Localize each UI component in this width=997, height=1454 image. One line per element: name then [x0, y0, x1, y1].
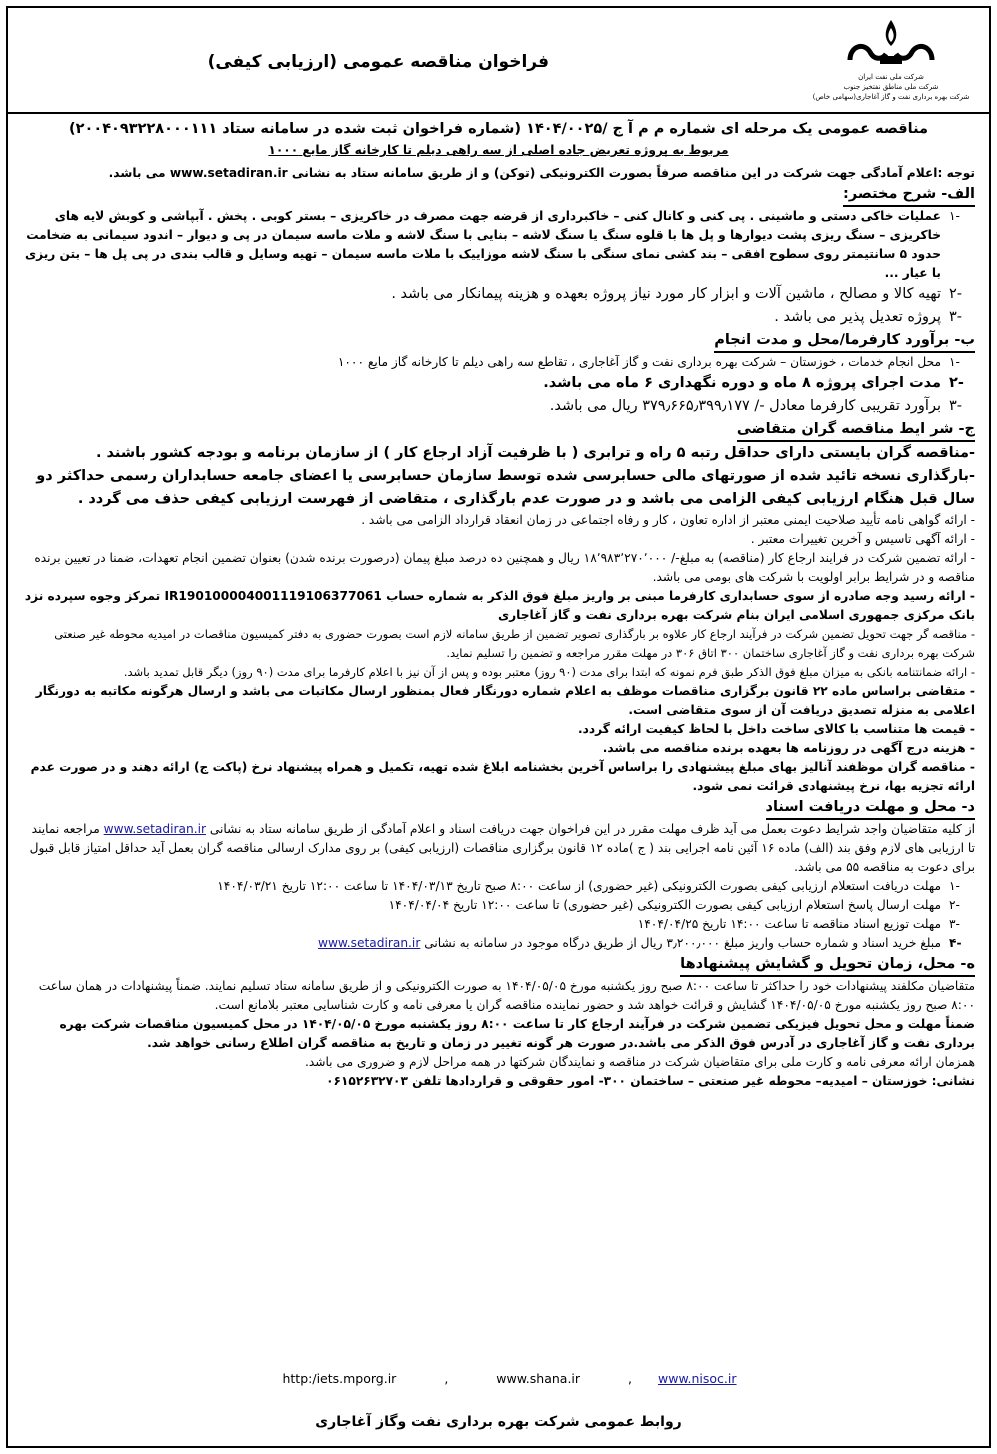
section-d-item-1 — [22, 877, 975, 896]
section-a-heading: الف- شرح مختصر: — [843, 185, 975, 207]
condition-price-analysis: - مناقصه گران موظفند آنالیز بهای مبلغ پیشنهادی را براساس آخرین بخشنامه ابلاغ شده تهیه، تکمیل و همراه پیشنهاد نرخ (پاکت ج) ارائه دهند و در صورت عدم ارائه تجزیه بها، نرخ پیشنهادی قرائت نمی شود. — [30, 760, 975, 793]
attention-line: توجه :اعلام آمادگی جهت شرکت در این مناقصه صرفاً بصورت الکترونیکی (توکن) و از طریق سامانه ستاد به نشانی www.setadiran.ir می باشد. — [108, 166, 975, 180]
item-number: -۱ — [949, 209, 960, 223]
item-text: پروژه تعدیل پذیر می باشد . — [774, 309, 941, 325]
notice-header — [8, 8, 989, 114]
section-b-item-3 — [22, 395, 975, 418]
setadiran-link-2[interactable]: www.setadiran.ir — [317, 936, 421, 950]
item-number: -۳ — [949, 398, 963, 414]
item-text: برآورد تقریبی کارفرما معادل -/ ۳۷۹٫۶۶۵٫۳۹۹٫۱۷۷ ریال می باشد. — [549, 398, 941, 414]
section-d-heading: د- محل و مهلت دریافت اسناد — [766, 798, 975, 820]
tender-number-line: مناقصه عمومی یک مرحله ای شماره م م آ ج /۱۴۰۴/۰۰۲۵ (شماره فراخوان ثبت شده در سامانه ستاد ۲۰۰۴۰۹۳۲۲۸۰۰۰۱۱۱) — [69, 121, 928, 137]
bids-submission: متقاضیان مکلفند پیشنهادات خود را حداکثر تا ساعت ۸:۰۰ صبح روز یکشنبه مورخ ۱۴۰۴/۰۵/۰۵ به صورت الکترونیکی و از طریق سامانه ستاد تسلیم نمایند. ضمناً پیشنهادات در همان ساعت ۸:۰۰ صبح روز یکشنبه مورخ ۱۴۰۴/۰۵/۰۵ گشایش و قرائت خواهد شد و حضور نماینده مناقصه گران یا معرفی نامه و کارت شناسایی معتبر بلامانع است. — [38, 979, 975, 1012]
item-text: محل انجام خدمات ، خوزستان – شرکت بهره برداری نفت و گاز آغاجاری ، تقاطع سه راهی دیلم تا کارخانه گاز مایع ۱۰۰۰ — [337, 355, 941, 369]
section-b-item-1 — [22, 353, 975, 372]
section-a-item-2 — [22, 283, 975, 306]
address-line: نشانی: خوزستان – امیدیه– محوطه غیر صنعتی – ساختمان ۳۰۰- امور حقوقی و قراردادها تلفن ۰۶۱۵۲۶۳۲۷۰۳ — [326, 1074, 975, 1088]
condition-domestic-goods: - قیمت ها متناسب با کالای ساخت داخل با لحاظ کیفیت ارائه گردد. — [578, 722, 975, 736]
setadiran-link[interactable]: www.setadiran.ir — [103, 822, 206, 836]
company-logo — [811, 16, 971, 108]
shana-url[interactable]: www.shana.ir — [496, 1371, 581, 1386]
item-text: مهلت دریافت استعلام ارزیابی کیفی بصورت الکترونیکی (غیر حضوری) از ساعت ۸:۰۰ صبح تاریخ ۱۴۰۴/۰۳/۱۳ تا ساعت ۱۲:۰۰ تاریخ ۱۴۰۴/۰۳/۲۱ — [217, 879, 941, 893]
oil-flame-icon — [836, 16, 946, 68]
notice-title: فراخوان مناقصه عمومی (ارزیابی کیفی) — [207, 52, 549, 72]
section-d-intro — [22, 820, 975, 877]
section-a-item-3 — [22, 306, 975, 329]
public-relations-signature: روابط عمومی شرکت بهره برداری نفت وگاز آغاجاری — [315, 1414, 682, 1430]
item-text: مهلت توزیع اسناد مناقصه تا ساعت ۱۴:۰۰ تاریخ ۱۴۰۴/۰۴/۲۵ — [637, 917, 941, 931]
item-text: عملیات خاکی دستی و ماشینی . پی کنی و کانال کنی – خاکبرداری از قرضه جهت مصرف در خاکریزی – بستر کوبی . پخش . آبپاشی و کوبش لایه های خاکریزی – سنگ ریزی پشت دیوارها و پل ها با قلوه سنگ یا سنگ لاشه – بنایی با سنگ لاشه و ملات ماسه سیمان در پی و دیوار – اندود سیمانی به ضخامت حدود ۵ سانتیمتر روی سطوح افقی – بند کشی نمای سنگی با سنگ لاشه موزاییک با ملات ماسه سیمان – تهیه وسایل و قالب بندی در پی پل ها – بتن ریزی با عیار ... — [24, 209, 941, 280]
condition-bank-guarantee: - ارائه ضمانتنامه بانکی به میزان مبلغ فوق الذکر طبق فرم نمونه که ابتدا برای مدت (۹۰ روز) معتبر بوده و پس از آن نیز با اعلام کارفرما برای مدت (۹۰ روز) دیگر قابل تمدید باشد. — [123, 665, 975, 679]
section-b-item-2 — [22, 372, 975, 395]
section-d-item-4 — [22, 934, 975, 953]
condition-rank: -مناقصه گران بایستی دارای حداقل رتبه ۵ راه و ترابری ( با ظرفیت آزاد ارجاع کار ) از سازمان برنامه و بودجه کشور باشند . — [95, 445, 975, 461]
item-text: مبلغ خرید اسناد و شماره حساب واریز مبلغ ۳٫۲۰۰٫۰۰۰ ریال از طریق درگاه موجود در سامانه به نشانی — [424, 936, 941, 950]
logo-line-3: شرکت بهره برداری نفت و گاز آغاجاری(سهامی خاص) — [812, 93, 970, 101]
item-number: -۱ — [949, 355, 960, 369]
item-number: -۴ — [949, 936, 962, 950]
condition-guarantee-delivery: - مناقصه گر جهت تحویل تضمین شرکت در فرآیند ارجاع کار علاوه بر بارگذاری تصویر تضمین از طریق سامانه لازم است بصورت حضوری به دفتر کمیسیون مناقصات در امیدیه محوطه غیر صنعتی شرکت بهره برداری نفت و گاز آغاجاری ساختمان ۳۰۰ اتاق ۳۰۶ در مهلت مقرر مراجعه و تضمین را تسلیم نماید. — [54, 627, 975, 660]
condition-financial-statements: -بارگذاری نسخه تائید شده از صورتهای مالی حسابرسی شده توسط سازمان حسابرسی یا اعضای جامعه حسابداران رسمی حداکثر دو سال قبل هنگام ارزیابی کیفی الزامی می باشد و در صورت عدم بارگذاری ، متقاضی از فهرست ارزیابی کیفی حذف می گردد . — [36, 468, 975, 507]
logo-line-1: شرکت ملی نفت ایران — [858, 73, 924, 81]
tender-notice — [6, 6, 991, 1448]
item-number: -۲ — [949, 898, 960, 912]
project-line: مربوط به پروژه تعریض جاده اصلی از سه راهی دیلم تا کارخانه گاز مایع ۱۰۰۰ — [268, 143, 729, 157]
condition-fax: - متقاضی براساس ماده ۲۲ قانون برگزاری مناقصات موظف به اعلام شماره دورنگار فعال بمنظور ارسال مکاتبات می باشد و ارسال هرگونه مکاتبه به دورنگار اعلامی به منزله تصدیق دریافت آن از سوی متقاضی است. — [35, 684, 975, 717]
condition-guarantee: - ارائه تضمین شرکت در فرایند ارجاع کار (مناقصه) به مبلغ-/ ۱۸٬۹۸۳٬۲۷۰٬۰۰۰ ریال و همچنین ده درصد مبلغ پیمان (درصورت برنده شدن) بعنوان تضمین انجام تعهدات، ضمنا در تعیین برنده مناقصه و در شرایط برابر اولویت با شرکت های بومی می باشد. — [34, 551, 975, 584]
nisoc-url[interactable]: www.nisoc.ir — [658, 1371, 737, 1386]
section-c-heading: ج- شر ایط مناقصه گران متقاضی — [737, 420, 975, 442]
notice-body — [8, 114, 989, 1091]
section-b-heading: ب- برآورد کارفرما/محل و مدت انجام — [714, 331, 975, 353]
section-d-item-3 — [22, 915, 975, 934]
item-number: -۳ — [949, 917, 960, 931]
mporg-url[interactable]: http:/iets.mporg.ir — [282, 1371, 397, 1386]
section-d-intro-continued: مراجعه نمایند تا ارزیابی های لازم وفق بند (الف) ماده ۱۶ آئین نامه اجرایی بند ( ج )ماده ۱۲ قانون برگزاری مناقصات (ارزیابی کیفی) بر روی مدارک ارسالی مناقصه گران بعمل آید حداقل امتیاز قابل قبول برای دعوت به مناقصه ۵۵ می باشد. — [29, 822, 975, 874]
item-number: -۱ — [949, 879, 960, 893]
condition-ad-cost: - هزینه درج آگهی در روزنامه ها بعهده برنده مناقصه می باشد. — [602, 741, 975, 755]
section-d-intro-text: از کلیه متقاضیان واجد شرایط دعوت بعمل می آید ظرف مهلت مقرر در این فراخوان جهت دریافت اسناد و اعلام آمادگی از طریق سامانه ستاد به نشانی — [209, 822, 975, 836]
section-e-heading: ه- محل، زمان تحویل و گشایش پیشنهادها — [680, 955, 975, 977]
guarantee-delivery-deadline: ضمناً مهلت و محل تحویل فیزیکی تضمین شرکت در فرآیند ارجاع کار تا ساعت ۸:۰۰ روز یکشنبه مورخ ۱۴۰۴/۰۵/۰۵ در محل کمیسیون مناقصات شرکت بهره برداری نفت و گاز آغاجاری در آدرس فوق الذکر می باشد.در صورت هر گونه تغییر در زمان و تاریخ به مناقصه گران اطلاع رسانی خواهد شد. — [59, 1017, 975, 1050]
logo-line-2: شرکت ملی مناطق نفتخیز جنوب — [843, 83, 939, 91]
item-text: تهیه کالا و مصالح ، ماشین آلات و ابزار کار مورد نیاز پروژه بعهده و هزینه پیمانکار می باشد . — [391, 286, 941, 302]
condition-safety-certificate: - ارائه گواهی نامه تأیید صلاحیت ایمنی معتبر از اداره تعاون ، کار و رفاه اجتماعی در زمان انعقاد قرارداد الزامی می باشد . — [361, 513, 975, 527]
footer-urls: http:/iets.mporg.ir , www.shana.ir , www.nisoc.ir — [282, 1371, 737, 1386]
item-text: مهلت ارسال پاسخ استعلام ارزیابی کیفی بصورت الکترونیکی (غیر حضوری) تا ساعت ۱۲:۰۰ تاریخ ۱۴۰۴/۰۴/۰۴ — [388, 898, 941, 912]
item-number: -۲ — [949, 286, 963, 302]
condition-deposit-receipt: - ارائه رسید وجه صادره از سوی حسابداری کارفرما مبنی بر واریز مبلغ فوق الذکر به شماره حساب IR190100004001119106377061 تمرکز وجوه سپرده نزد بانک مرکزی جمهوری اسلامی ایران بنام شرکت بهره برداری نفت و گاز آغاجاری — [24, 589, 975, 622]
item-number: -۳ — [949, 309, 963, 325]
item-number: -۲ — [949, 375, 964, 391]
section-d-item-2 — [22, 896, 975, 915]
condition-establishment-notice: - ارائه آگهی تاسیس و آخرین تغییرات معتبر . — [750, 532, 975, 546]
id-requirement: همزمان ارائه معرفی نامه و کارت ملی برای متقاضیان شرکت در مناقصه و نمایندگان شرکتها در همه مراحل لازم و ضروری می باشد. — [304, 1055, 975, 1069]
section-a-item-1 — [22, 207, 975, 283]
item-text: مدت اجرای پروژه ۸ ماه و دوره نگهداری ۶ ماه می باشد. — [543, 375, 941, 391]
